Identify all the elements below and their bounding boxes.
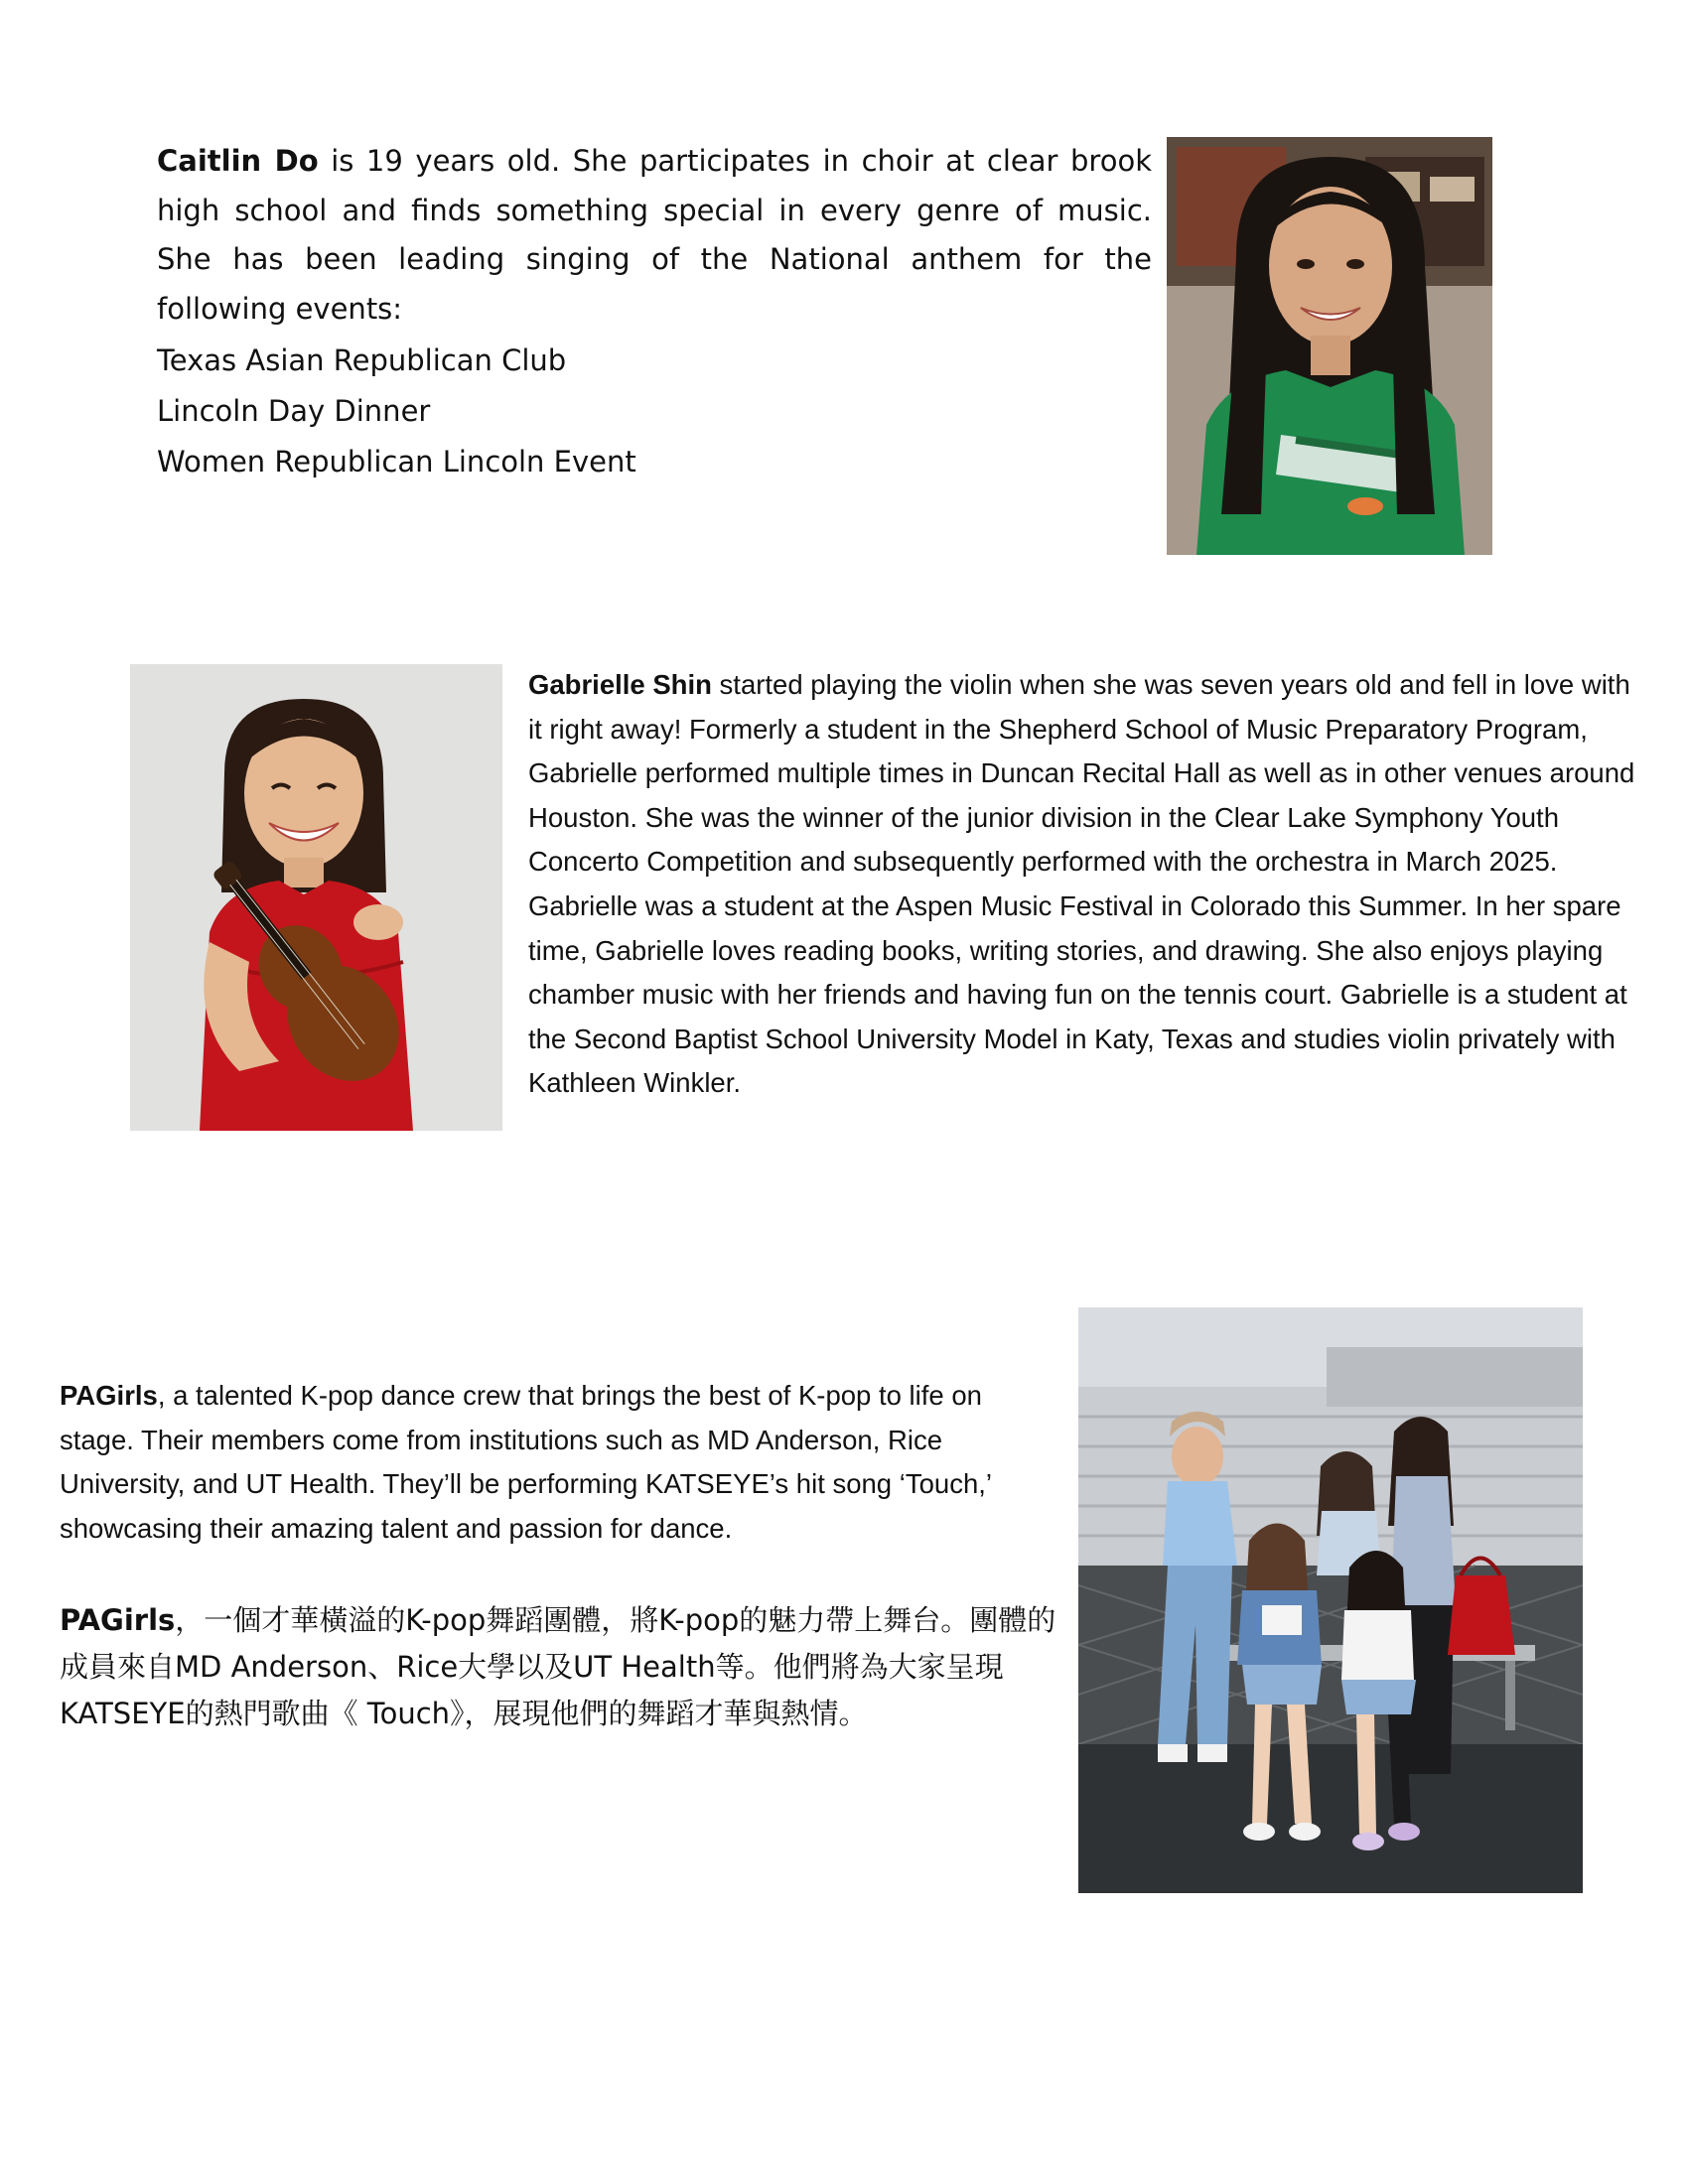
pagirls-bio-english [60, 1374, 1062, 1551]
caitlin-name: Caitlin Do [157, 144, 319, 178]
caitlin-bio-text: is 19 years old. She participates in choir at clear brook high school and finds something special in every genre of music. She has been leading singing of the National anthem for the following events: [157, 144, 1152, 326]
gabrielle-bio-text: started playing the violin when she was seven years old and fell in love with it right away! Formerly a student in the Shepherd School of Music Preparatory Program, Gabrielle performed multiple times in Duncan Recital Hall as well as in other venues around Houston. She was the winner of the junior division in the Clear Lake Symphony Youth Concerto Competition and subsequently performed with the orchestra in March 2025. Gabrielle was a student at the Aspen Music Festival in Colorado this Summer. In her spare time, Gabrielle loves reading books, writing stories, and drawing. She also enjoys playing chamber music with her friends and having fun on the tennis court. Gabrielle is a student at the Second Baptist School University Model in Katy, Texas and studies violin privately with Kathleen Winkler. [528, 669, 1635, 1099]
pagirls-bio-en-text: , a talented K-pop dance crew that brings the best of K-pop to life on stage. Their members come from institutions such as MD Anderson, Rice University, and UT Health. They’ll be performing KATSEYE’s hit song ‘Touch,’ showcasing their amazing talent and passion for dance. [60, 1380, 991, 1544]
pagirls-bio-zh-text: ，一個才華橫溢的K-pop舞蹈團體，將K-pop的魅力帶上舞台。團體的成員來自MD Anderson、Rice大學以及UT Health等。他們將為大家呈現KATSEYE的熱門歌曲《 Touch》，展現他們的舞蹈才華與熱情。 [60, 1603, 1056, 1730]
caitlin-photo-illustration [1167, 137, 1492, 555]
pagirls-name: PAGirls [60, 1380, 158, 1411]
gabrielle-photo-illustration [130, 664, 502, 1131]
gabrielle-name: Gabrielle Shin [528, 669, 712, 700]
caitlin-photo [1167, 137, 1492, 555]
pagirls-name-zh: PAGirls [60, 1603, 176, 1637]
gabrielle-bio-block [528, 663, 1638, 1106]
caitlin-bio-block [157, 137, 1152, 487]
caitlin-event-item: Texas Asian Republican Club [157, 343, 567, 377]
pagirls-photo [1078, 1307, 1583, 1893]
gabrielle-photo [130, 664, 502, 1131]
caitlin-bio-paragraph [157, 137, 1152, 334]
pagirls-photo-illustration [1078, 1307, 1583, 1893]
caitlin-event-item: Lincoln Day Dinner [157, 394, 431, 428]
caitlin-event-item: Women Republican Lincoln Event [157, 445, 636, 478]
pagirls-bio-chinese [60, 1597, 1062, 1737]
